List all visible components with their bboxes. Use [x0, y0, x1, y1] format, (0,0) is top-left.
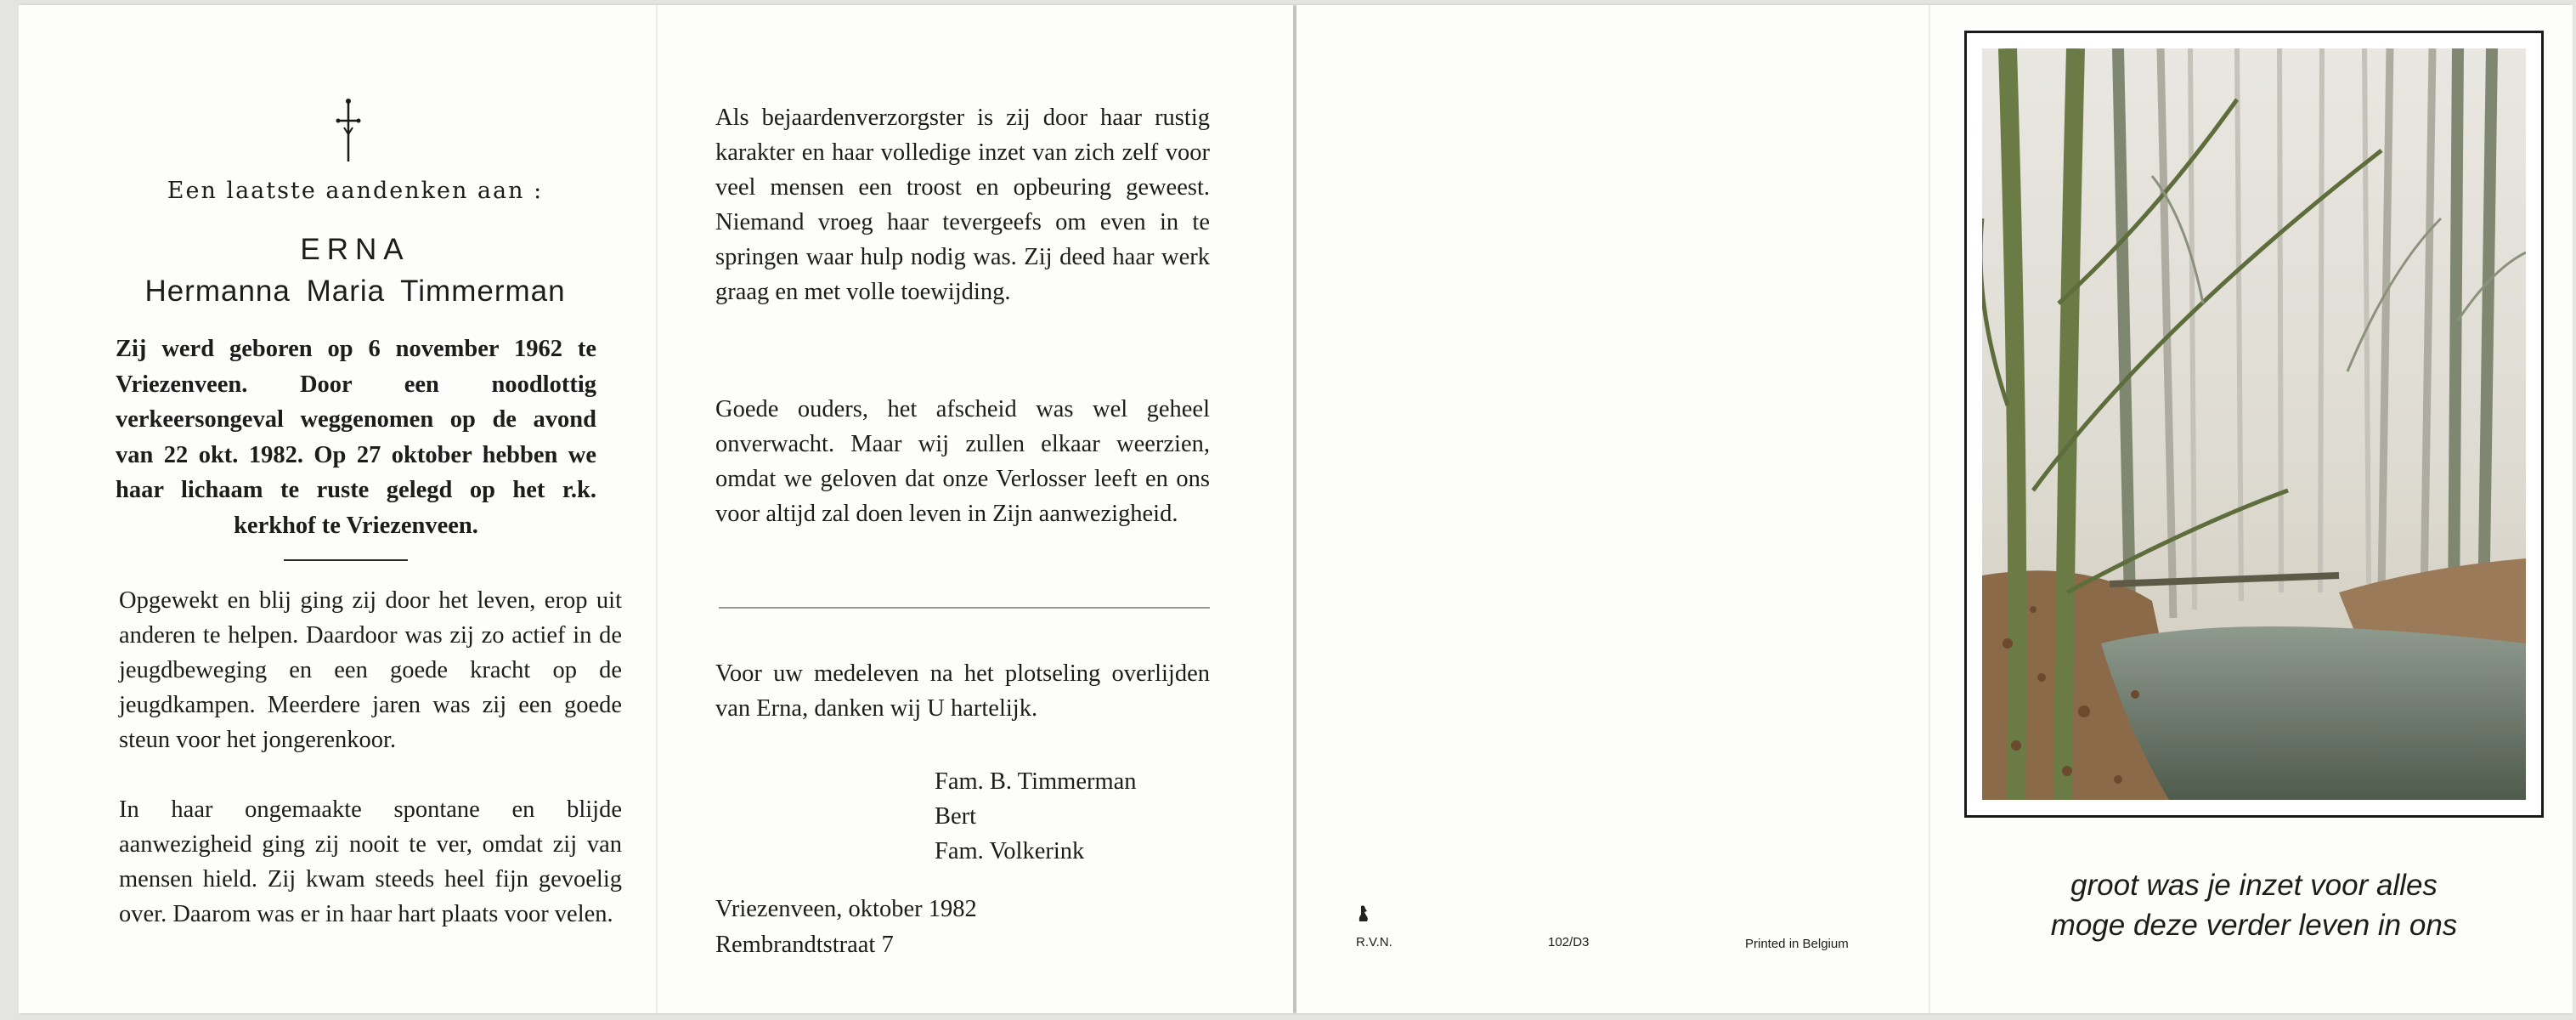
printer-logo-icon: [1358, 904, 1370, 923]
signer: Bert: [935, 803, 977, 830]
thanks-text: Voor uw medeleven na het plotseling overlijden van Erna, danken wij U hartelijk.: [715, 660, 1210, 722]
signer: Fam. Volkerink: [935, 838, 1085, 864]
intro-text: Een laatste aandenken aan :: [167, 178, 544, 204]
deceased-first-name: ERNA: [300, 233, 410, 266]
place-date: Vriezenveen, oktober 1982: [715, 896, 977, 922]
fold-line: [1929, 5, 1930, 1013]
memorial-paragraph-4: Goede ouders, het afscheid was wel geheel onverwacht. Maar wij zullen elkaar weerzien, omdat we geloven dat onze Verlosser leeft en ons voor altijd zal doen leven in Zijn aanwezigheid.: [715, 396, 1210, 527]
front-caption: [1939, 865, 2569, 945]
cross-icon: [331, 97, 365, 165]
printer-mark: R.V.N.: [1356, 935, 1393, 949]
divider: [719, 607, 1210, 609]
memorial-paragraph-2: In haar ongemaakte spontane en blijde aanwezigheid ging zij nooit te ver, omdat zij van mensen hield. Zij kwam steeds heel fijn gevoelig over. Daarom was er in haar hart plaats voor velen.: [119, 796, 622, 927]
caption-line-1: groot was je inzet voor alles: [2070, 869, 2438, 902]
photo-frame: [1964, 31, 2544, 818]
divider: [284, 559, 408, 561]
print-code: 102/D3: [1548, 935, 1590, 949]
signer: Fam. B. Timmerman: [935, 768, 1137, 795]
printed-in: Printed in Belgium: [1745, 937, 1849, 951]
address: Rembrandtstraat 7: [715, 932, 894, 958]
fold-line: [656, 5, 658, 1013]
memorial-paragraph-3: Als bejaardenverzorgster is zij door haar rustig karakter en haar volledige inzet van zich zelf voor veel mensen een troost en opbeuring geweest. Niemand vroeg haar tevergeefs om even in te springen waar hulp nodig was. Zij deed haar werk graag en met volle toewijding.: [715, 105, 1210, 305]
deceased-full-name: Hermanna Maria Timmerman: [144, 275, 566, 308]
caption-line-2: moge deze verder leven in ons: [2050, 909, 2458, 942]
memorial-paragraph-1: Opgewekt en blij ging zij door het leven, erop uit anderen te helpen. Daardoor was zij zo actief in de jeugdbeweging en een goede kracht op de jeugdkampen. Meerdere jaren was zij een goede steun voor het jongerenkoor.: [119, 587, 622, 753]
forest-stream-photo: [1982, 48, 2526, 800]
biography-text: Zij werd geboren op 6 november 1962 te Vriezenveen. Door een noodlottig verkeersongeval weggenomen op de avond van 22 okt. 1982. Op 27 oktober hebben we haar lichaam te ruste gelegd op het r.k. kerkhof te Vriezenveen.: [116, 336, 596, 539]
card-inside-sheet: [19, 5, 1293, 1013]
signers-list: [935, 764, 1215, 869]
card-outside-sheet: [1296, 5, 2573, 1013]
